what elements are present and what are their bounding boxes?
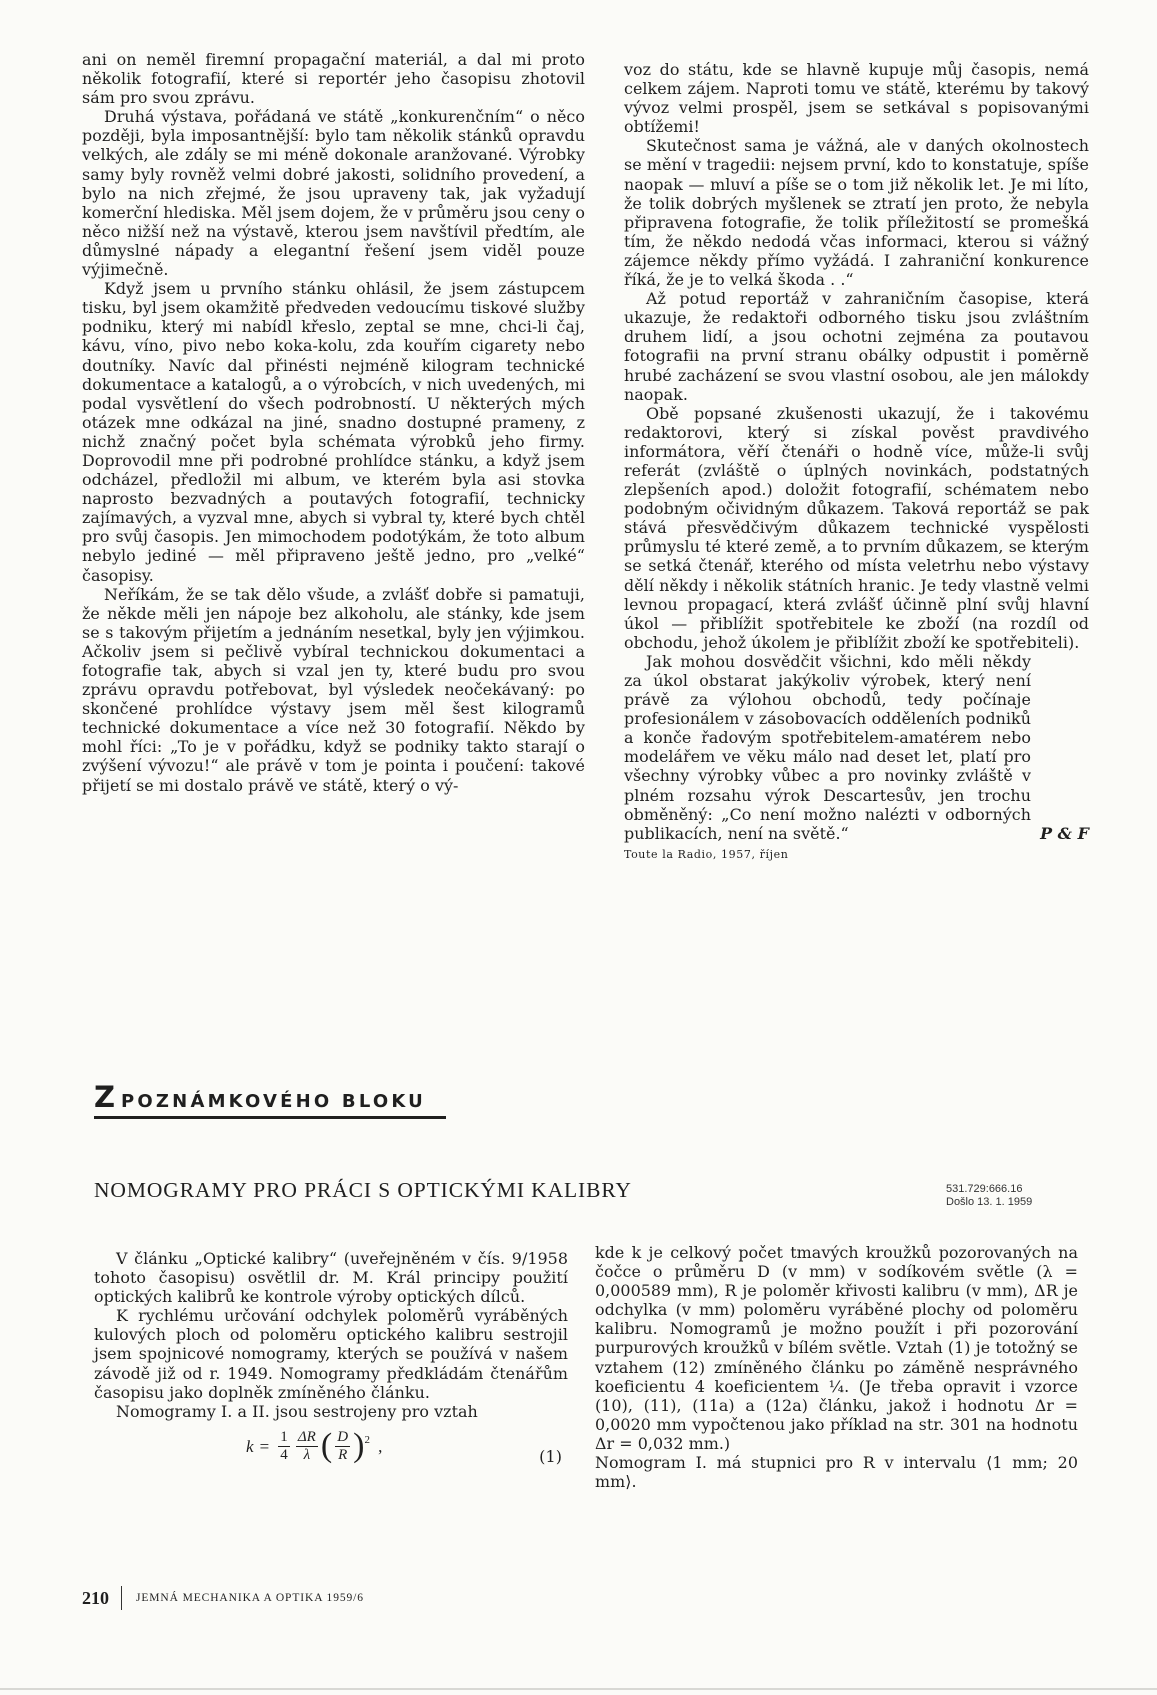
paragraph: V článku „Optické kalibry“ (uveřejněném v čís. 9/1958 tohoto časopisu) osvětlil dr. M. Král principy použití optických kalibrů ke kontrole výroby optických dílců.	[94, 1249, 568, 1307]
author-signature: P & F	[1040, 823, 1089, 843]
received-date: Došlo 13. 1. 1959	[946, 1196, 1033, 1208]
paragraph: Jak mohou dosvědčit všichni, kdo měli někdy za úkol obstarat jakýkoliv výrobek, který není právě za výlohou obchodů, tedy počínaje profesionálem v zásobovacích odděleních podniků a konče řadovým spotřebitelem-amatérem nebo modelářem ve věku málo nad deset let, platí pro všechny výrobky vůbec a pro novinky zvláště v plném rozsahu výrok Descartesův, jen trochu obměněný: „Co není možno nalézti v odborných publikacích, není na světě.“	[624, 651, 1031, 843]
equation-1	[94, 1427, 568, 1481]
page-footer	[82, 1585, 364, 1611]
paragraph: voz do státu, kde se hlavně kupuje můj časopis, nemá celkem zájem. Naproti tomu ve státě, kterému by takový vývoz velmi prospěl, jsem se setkával s popisovanými obtížemi!	[624, 60, 1089, 137]
bottom-left-column	[94, 1249, 568, 1481]
formula-lhs: k	[246, 1436, 254, 1456]
top-left-column	[82, 50, 585, 795]
paragraph: Nomogramy I. a II. jsou sestrojeny pro vztah	[116, 1401, 478, 1421]
denominator: R	[338, 1446, 348, 1463]
numerator: ΔR	[297, 1428, 316, 1445]
equation-number: (1)	[539, 1446, 562, 1466]
footer-divider	[121, 1586, 122, 1610]
closing-quote-block	[624, 652, 1089, 843]
paragraph: Když jsem u prvního stánku ohlásil, že jsem zástupcem tisku, byl jsem okamžitě předveden vedoucímu tiskové služby podniku, který mi nabídl křeslo, zeptal se mne, chci-li čaj, kávu, víno, pivo nebo koka-kolu, zda kouřím cigarety nebo doutníky. Navíc dal přinésti nejméně kilogram technické dokumentace a katalogů, a o výrobcích, v nich uvedených, mi podal vysvětlení do všech podrobností. U některých mých otázek mne odkázal na jiné, snadno dostupné prameny, z nichž značný počet byla schémata výrobků jeho firmy. Doprovodil mne při podrobné prohlídce stánku, a když jsem odcházel, předložil mi album, ve kterém byla asi stovka naprosto bezvadných a poutavých fotografií, technicky zajímavých, a vyzval mne, abych si vybral ty, které bych chtěl pro svůj časopis. Jen mimochodem podotýkám, že toto album nebylo jediné — měl připraveno ještě jedno, pro „velké“ časopisy.	[82, 279, 585, 585]
paragraph: kde k je celkový počet tmavých kroužků pozorovaných na čočce o průměru D (v mm) v sodíkovém světle (λ = 0,000589 mm), R je poloměr křivosti kalibru (v mm), ΔR je odchylka (v mm) poloměru vyráběné plochy od poloměru kalibru. Nomogramů je možno použít i při pozorování purpurových kroužků v bílém světle. Vztah (1) je totožný se vztahem (12) zmíněného článku po záměně nesprávného koeficientu 4 koeficientem ¼. (Je třeba opravit i vzorce (10), (11), (11a) a (12a) článku, jakož i hodnotu Δr = 0,0020 mm vypočtenou jako příklad na str. 301 na hodnotu Δr = 0,032 mm.)	[595, 1243, 1078, 1453]
denominator: λ	[303, 1446, 311, 1463]
formula-comma: ,	[378, 1436, 383, 1456]
fraction-coefficient	[278, 1429, 290, 1464]
paragraph: Až potud reportáž v zahraničním časopise, která ukazuje, že redaktoři odborného tisku jsou zvláštním druhem lidí, a jsou ochotni zejména za poutavou fotografii na první stranu obálky odpustit i poměrně hrubé zacházení se svou vlastní osobou, ale jen málokdy naopak.	[624, 289, 1089, 404]
section-underline	[94, 1116, 446, 1119]
paragraph: ani on neměl firemní propagační materiál, a dal mi proto několik fotografií, které si reportér jeho časopisu zhotovil sám pro svou zprávu.	[82, 50, 585, 108]
paragraph: Nomogram I. má stupnici pro R v intervalu ⟨1 mm; 20 mm⟩.	[595, 1453, 1078, 1492]
numerator: D	[337, 1428, 349, 1445]
page-edge	[0, 1688, 1157, 1690]
article-meta	[946, 1183, 1032, 1209]
paragraph: Skutečnost sama je vážná, ale v daných okolnostech se mění v tragedii: nejsem první, kdo to konstatuje, spíše naopak — mluví a píše se o tom již několik let. Je mi líto, že tolik dobrých myšlenek se ztratí jen proto, že nebyla připravena fotografie, že tolik příležitostí se promešká tím, že někdo nedodá včas informaci, kterou si vážný zájemce někdy přímo vyžádá. I zahraniční konkurence říká, že je to velká škoda . .“	[624, 136, 1089, 290]
denominator: 4	[280, 1446, 288, 1463]
formula	[246, 1429, 382, 1464]
paragraph: Neříkám, že se tak dělo všude, a zvlášť dobře si pamatuji, že někde měli jen nápoje bez alkoholu, ale stánky, kde jsem se s takovým přijetím a jednáním nesetkal, byly jen výjimkou. Ačkoliv jsem si pečlivě vybíral technickou dokumentaci a fotografie tak, abych si vzal jen ty, které budu pro svou zprávu opravdu potřebovat, byl výsledek neočekávaný: po skončené prohlídce výstavy jsem měl šest kilogramů technické dokumentace a více než 30 fotografií. Někdo by mohl říci: „To je v pořádku, když se podniky takto starají o zvýšení vývozu!“ ale právě v tom je pointa i poučení: takové přijetí se mi dostalo právě ve státě, který o vý-	[82, 584, 585, 795]
fraction-delta-r-lambda	[296, 1429, 318, 1464]
journal-name: JEMNÁ MECHANIKA A OPTIKA 1959/6	[136, 1592, 364, 1604]
bottom-right-column	[595, 1243, 1078, 1491]
article-title: NOMOGRAMY PRO PRÁCI S OPTICKÝMI KALIBRY	[94, 1178, 632, 1202]
numerator: 1	[280, 1428, 288, 1445]
paren-close: )	[353, 1427, 365, 1465]
paragraph: K rychlému určování odchylek poloměrů vyráběných kulových ploch od poloměru optického kalibru sestrojil jsem spojnicové nomogramy, kterých se používá v našem závodě již od r. 1949. Nomogramy předkládám čtenářům časopisu jako doplněk zmíněného článku.	[94, 1306, 568, 1402]
section-heading-initial: Z	[94, 1080, 116, 1114]
exponent: 2	[364, 1433, 371, 1446]
paragraph: Obě popsané zkušenosti ukazují, že i takovému redaktorovi, který si získal pověst pravdivého informátora, věří čtenáři o hodně více, může-li svůj referát (zvláště o úplných novinkách, podstatných zlepšeních apod.) doložit fotografií, schématem nebo podobným očividným důkazem. Taková reportáž se pak stává přesvědčivým důkazem technické vyspělosti průmyslu té které země, a to prvním důkazem, se kterým se setká čtenář, kterého od místa veletrhu nebo výstavy dělí někdy i několik státních hranic. Je tedy vlastně velmi levnou propagací, která zvlášť účinně plní svůj hlavní úkol — přiblížit spotřebitele ke zboží (na rozdíl od obchodu, jehož úkolem je přiblížit zboží ke spotřebiteli).	[624, 403, 1089, 652]
fraction-d-r	[335, 1429, 350, 1464]
source-citation: Toute la Radio, 1957, říjen	[624, 847, 789, 861]
page-number: 210	[82, 1587, 109, 1608]
udc-code: 531.729:666.16	[946, 1183, 1023, 1195]
top-right-column	[624, 60, 1089, 864]
paragraph: Druhá výstava, pořádaná ve státě „konkurenčním“ o něco později, byla imposantnější: bylo tam několik stánků opravdu velkých, ale zdály se mi méně dokonale aranžované. Výrobky samy byly rovněž velmi dobré jakosti, solidního provedení, a bylo na nich zřejmé, že jsou upraveny tak, jak vyžadují komerční hlediska. Měl jsem dojem, že v průměru jsou ceny o něco nižší než na výstavě, kterou jsem navštívil předtím, ale důmyslné nápady a elegantní řešení jsem viděl pouze výjimečně.	[82, 107, 585, 280]
formula-equals: =	[259, 1436, 270, 1456]
paren-open: (	[320, 1427, 333, 1465]
section-heading	[94, 1080, 444, 1114]
section-heading-text: POZNÁMKOVÉHO BLOKU	[121, 1091, 426, 1112]
